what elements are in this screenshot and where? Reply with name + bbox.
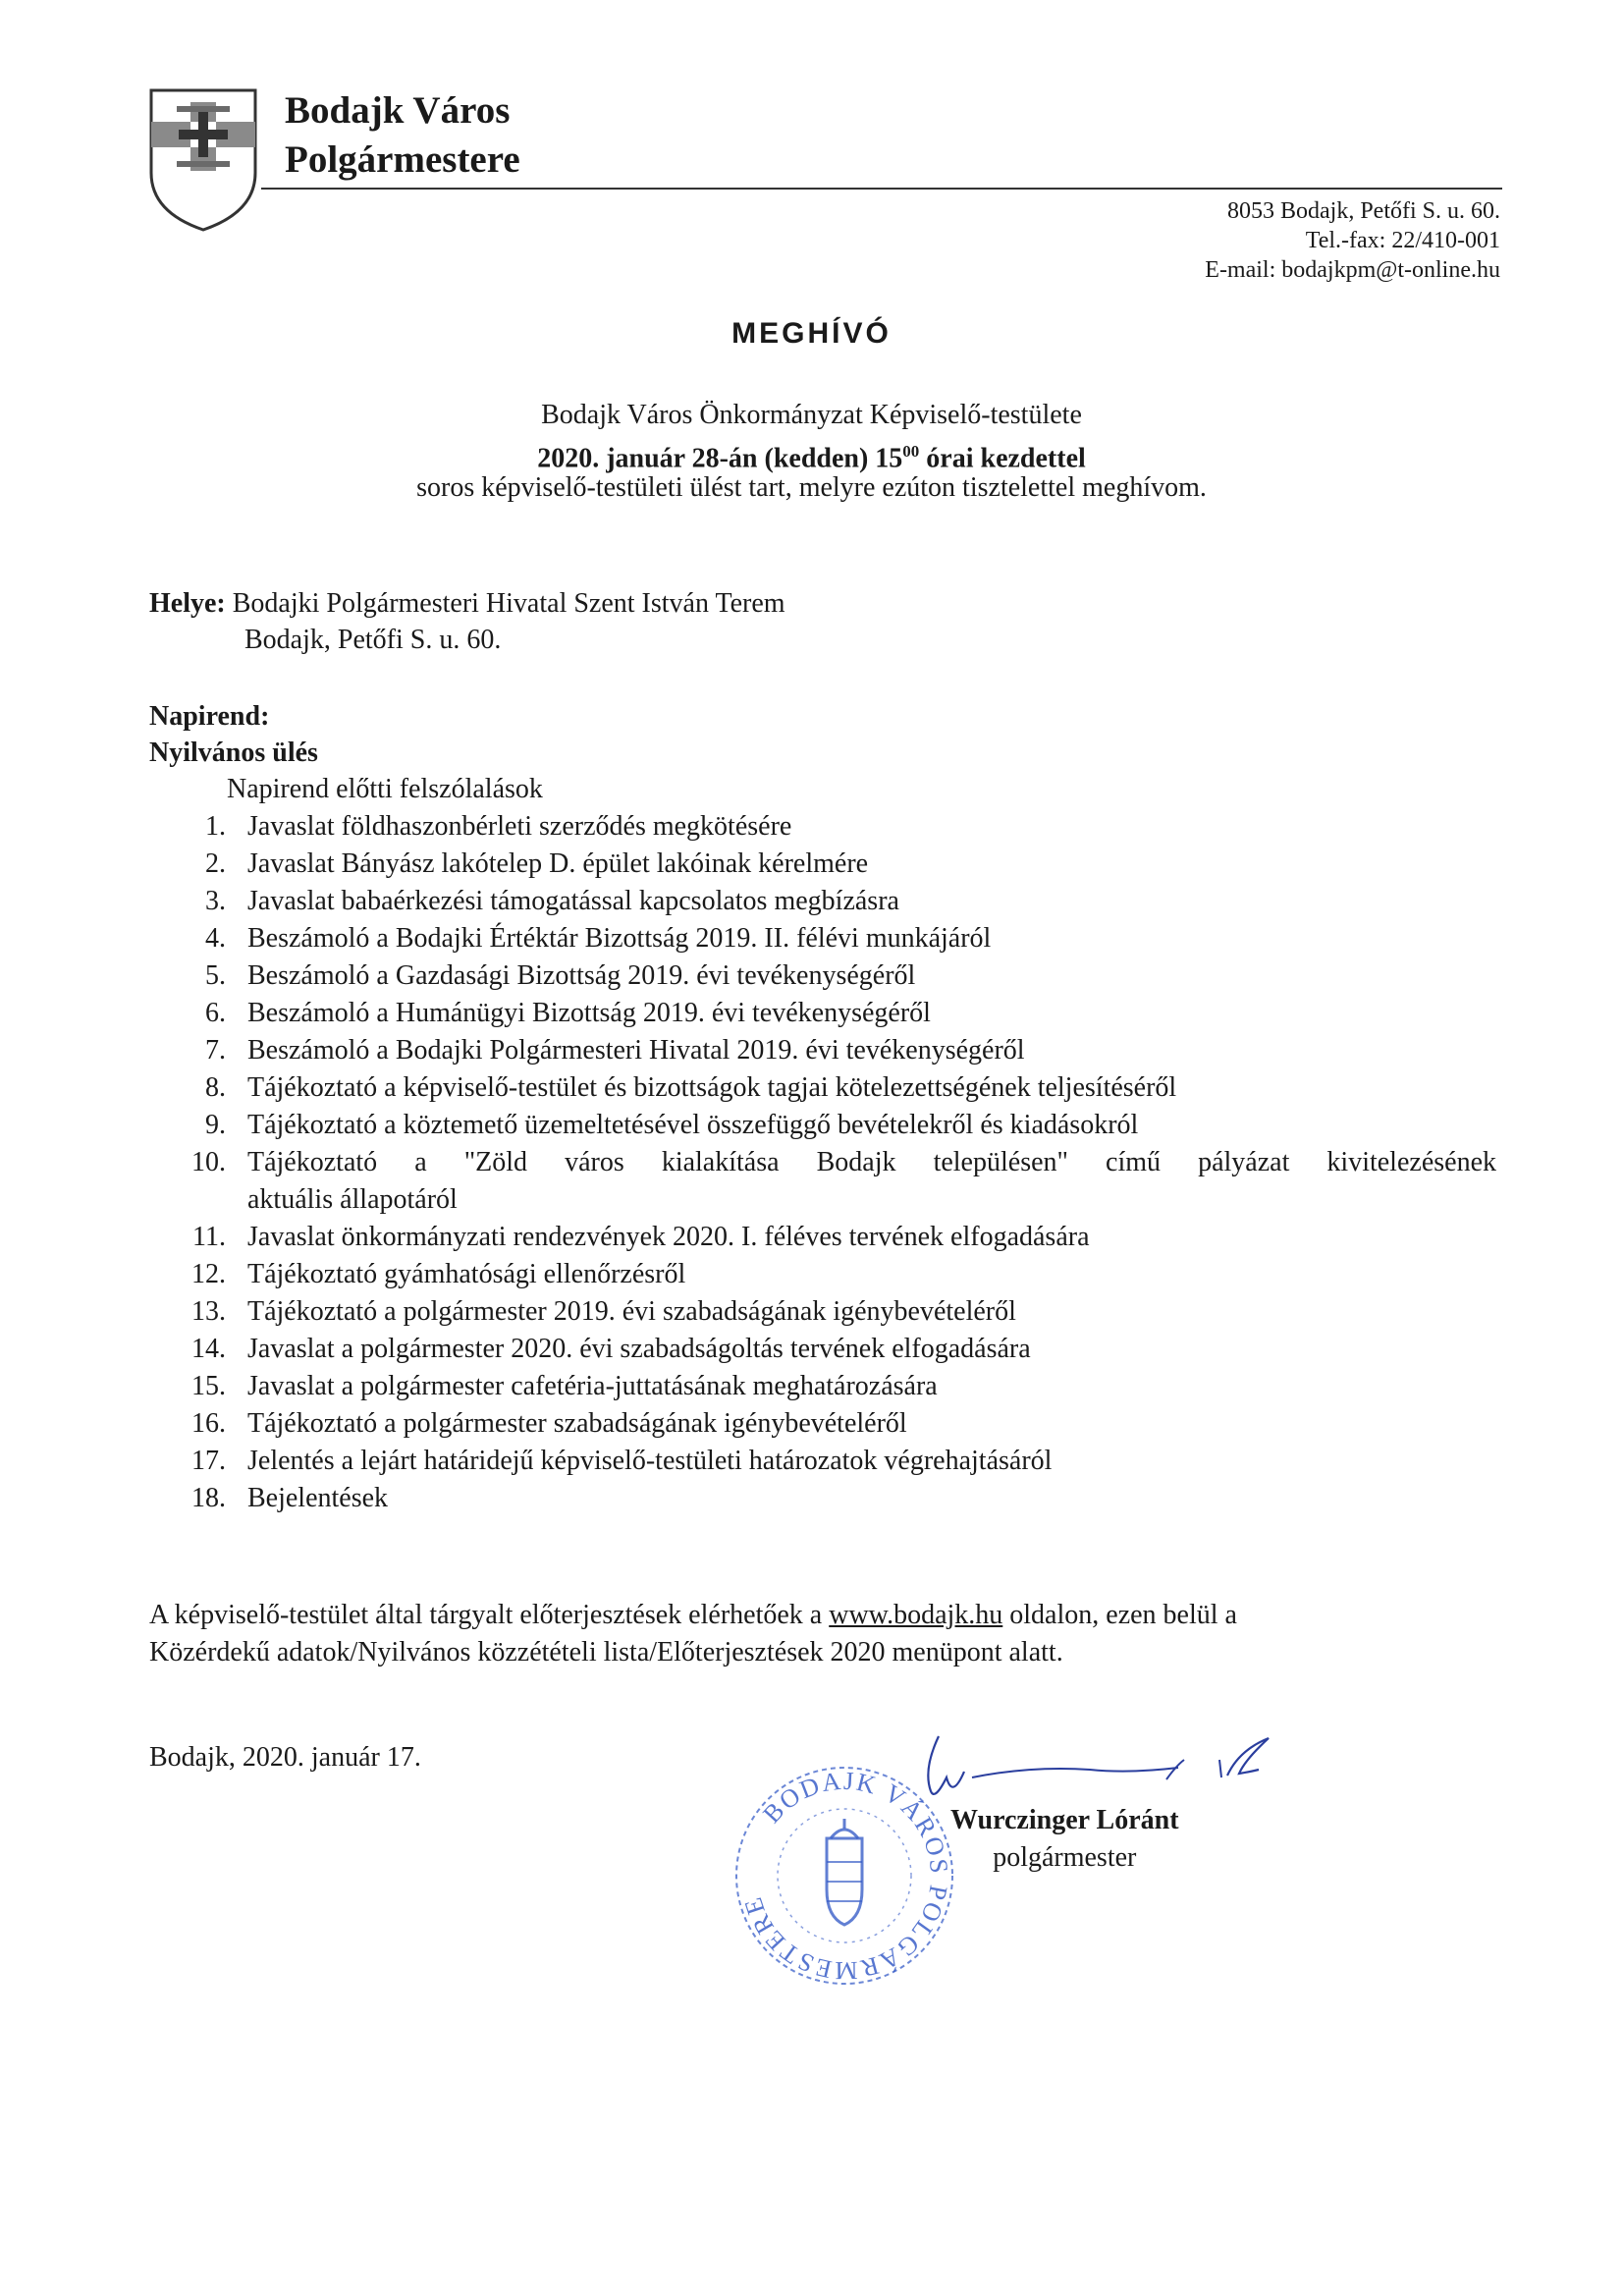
signer-name: Wurczinger Lóránt	[950, 1805, 1179, 1835]
agenda-item-number: 1.	[205, 811, 226, 842]
agenda-item-number: 10.	[191, 1147, 226, 1177]
agenda-item-text: Bejelentések	[247, 1483, 389, 1513]
agenda-item-number: 11.	[192, 1222, 226, 1252]
agenda-item-number: 5.	[205, 960, 226, 991]
agenda-item-text: Beszámoló a Bodajki Értéktár Bizottság 2019. II. félévi munkájáról	[247, 923, 992, 954]
agenda-item-number: 3.	[205, 886, 226, 916]
agenda-item-number: 2.	[205, 848, 226, 879]
agenda-item-number: 9.	[205, 1110, 226, 1140]
agenda-heading: Napirend:	[149, 701, 270, 732]
town-crest-icon	[147, 86, 259, 234]
agenda-item-text: Javaslat Bányász lakótelep D. épület lakóinak kérelmére	[247, 848, 869, 879]
agenda-preamble: Napirend előtti felszólalások	[227, 774, 543, 804]
agenda-item-text: Tájékoztató a polgármester 2019. évi szabadságának igénybevételéről	[247, 1296, 1016, 1327]
agenda-item-text: Javaslat a polgármester cafetéria-juttatásának meghatározására	[247, 1371, 938, 1401]
svg-text:BODAJK VÁROS POLGÁRMESTERE: BODAJK VÁROS POLGÁRMESTERE	[737, 1766, 954, 1986]
agenda-item-text: Tájékoztató gyámhatósági ellenőrzésről	[247, 1259, 686, 1289]
signer-block	[950, 1802, 1179, 1877]
agenda-item-text: Beszámoló a Gazdasági Bizottság 2019. évi tevékenységéről	[247, 960, 916, 991]
website-link[interactable]: www.bodajk.hu	[829, 1600, 1003, 1630]
agenda-item-number: 12.	[191, 1259, 226, 1289]
agenda-item-number: 14.	[191, 1334, 226, 1364]
agenda-item-text: Jelentés a lejárt határidejű képviselő-testületi határozatok végrehajtásáról	[247, 1446, 1053, 1476]
office-name-line2: Polgármestere	[285, 138, 520, 181]
document-title: MEGHÍVÓ	[731, 317, 892, 350]
agenda-item-number: 7.	[205, 1035, 226, 1066]
session-heading: Nyilvános ülés	[149, 738, 318, 768]
agenda-item-text: Javaslat földhaszonbérleti szerződés megkötésére	[247, 811, 792, 842]
agenda-item-text: Tájékoztató a polgármester szabadságának igénybevételéről	[247, 1408, 907, 1439]
intro-line-3: soros képviselő-testületi ülést tart, melyre ezúton tisztelettel meghívom.	[416, 472, 1207, 503]
contact-email: E-mail: bodajkpm@t-online.hu	[1205, 257, 1500, 283]
venue-line-2: Bodajk, Petőfi S. u. 60.	[244, 625, 502, 655]
agenda-item-text: Javaslat önkormányzati rendezvények 2020. I. féléves tervének elfogadására	[247, 1222, 1090, 1252]
agenda-item-text-continued: aktuális állapotáról	[247, 1184, 458, 1215]
agenda-item-text: Tájékoztató a "Zöld város kialakítása Bodajk településen" című pályázat kivitelezésének	[247, 1147, 1496, 1177]
documents-note-line-1: A képviselő-testület által tárgyalt előterjesztések elérhetőek a www.bodajk.hu oldalon, ezen belül a	[149, 1600, 1237, 1630]
intro-line-1: Bodajk Város Önkormányzat Képviselő-testülete	[541, 400, 1082, 430]
header-divider	[261, 188, 1502, 190]
agenda-item-text: Tájékoztató a képviselő-testület és bizottságok tagjai kötelezettségének teljesítéséről	[247, 1072, 1177, 1103]
agenda-item-number: 4.	[205, 923, 226, 954]
agenda-item-text: Beszámoló a Humánügyi Bizottság 2019. évi tevékenységéről	[247, 998, 931, 1028]
signer-role: polgármester	[993, 1842, 1137, 1873]
agenda-item-number: 6.	[205, 998, 226, 1028]
meeting-date: 2020. január 28-án (kedden) $15^{00}$ órai kezdettel	[537, 442, 1086, 474]
agenda-item-text: Javaslat babaérkezési támogatással kapcsolatos megbízásra	[247, 886, 899, 916]
agenda-item-number: 18.	[191, 1483, 226, 1513]
agenda-item-text: Javaslat a polgármester 2020. évi szabadságoltás tervének elfogadására	[247, 1334, 1031, 1364]
agenda-item-text: Tájékoztató a köztemető üzemeltetésével összefüggő bevételekről és kiadásokról	[247, 1110, 1139, 1140]
contact-phone: Tel.-fax: 22/410-001	[1305, 228, 1500, 253]
documents-note-line-2: Közérdekű adatok/Nyilvános közzétételi lista/Előterjesztések 2020 menüpont alatt.	[149, 1637, 1063, 1667]
agenda-item-number: 16.	[191, 1408, 226, 1439]
office-name-line1: Bodajk Város	[285, 89, 511, 132]
agenda-item-number: 15.	[191, 1371, 226, 1401]
place-and-date: Bodajk, 2020. január 17.	[149, 1742, 421, 1773]
agenda-item-number: 17.	[191, 1446, 226, 1476]
agenda-item-text: Beszámoló a Bodajki Polgármesteri Hivatal 2019. évi tevékenységéről	[247, 1035, 1025, 1066]
venue-line-1: Helye: Bodajki Polgármesteri Hivatal Szent István Terem	[149, 588, 785, 619]
contact-address: 8053 Bodajk, Petőfi S. u. 60.	[1226, 198, 1500, 224]
venue-label: Helye:	[149, 588, 226, 619]
agenda-item-number: 13.	[191, 1296, 226, 1327]
agenda-item-number: 8.	[205, 1072, 226, 1103]
